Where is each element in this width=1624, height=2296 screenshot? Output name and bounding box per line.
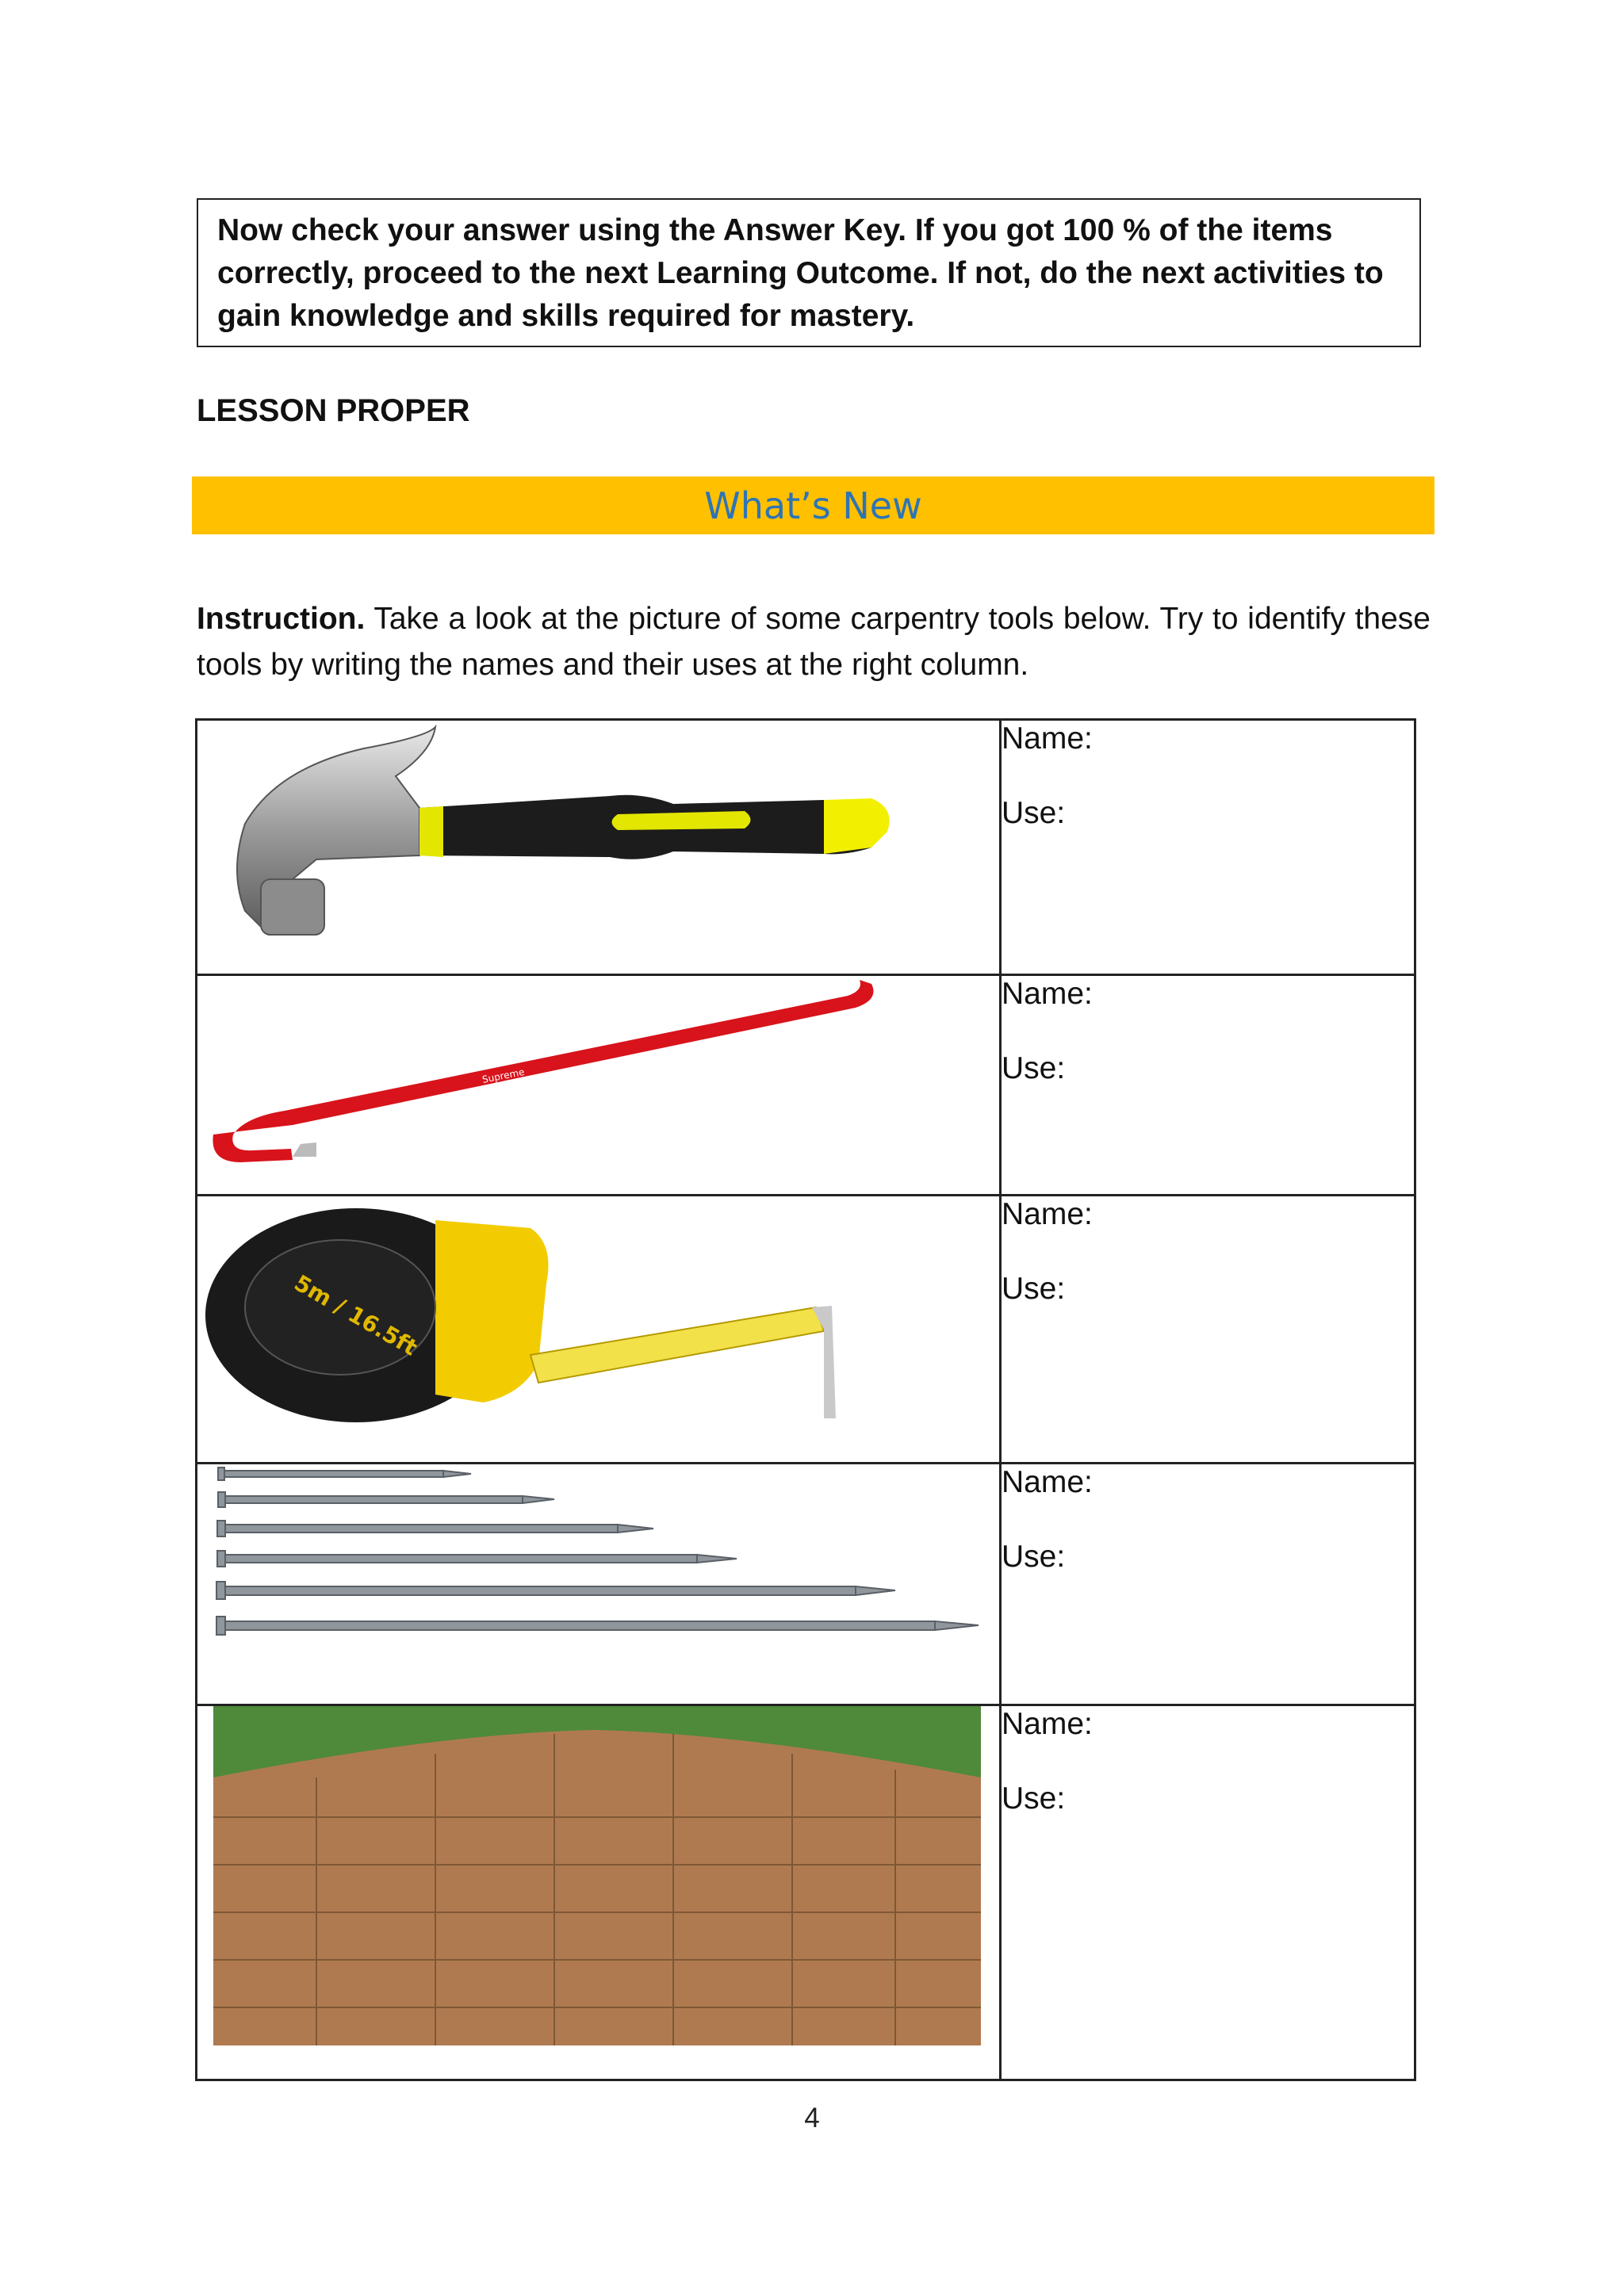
use-label: Use: — [1002, 796, 1066, 830]
answer-cell[interactable] — [1001, 1196, 1415, 1464]
use-label: Use: — [1002, 1051, 1066, 1085]
image-cell — [197, 1464, 1001, 1705]
table-row — [197, 1464, 1415, 1705]
name-label: Name: — [1002, 1197, 1093, 1231]
use-label: Use: — [1002, 1540, 1066, 1574]
instruction-lead: Instruction. — [197, 602, 366, 636]
nails-image — [197, 1464, 990, 1701]
table-row — [197, 1196, 1415, 1464]
tape-measure-image — [197, 1196, 990, 1460]
table-row — [197, 720, 1415, 975]
banner-title: What’s New — [704, 484, 922, 527]
lumber-pile-image — [197, 1706, 990, 2076]
name-label: Name: — [1002, 1465, 1093, 1499]
image-cell — [197, 720, 1001, 975]
instruction-text: Take a look at the picture of some carpentry tools below. Try to identify these tools by writing the names and their uses at the right column. — [197, 602, 1431, 682]
image-cell — [197, 1196, 1001, 1464]
tape-label: 5m / 16.5ft — [289, 1269, 422, 1361]
use-label: Use: — [1002, 1781, 1066, 1816]
answer-cell[interactable] — [1001, 720, 1415, 975]
image-cell — [197, 975, 1001, 1196]
name-label: Name: — [1002, 977, 1093, 1011]
name-label: Name: — [1002, 1707, 1093, 1741]
answer-cell[interactable] — [1001, 1464, 1415, 1705]
svg-text:Supreme: Supreme — [481, 1066, 526, 1085]
use-label: Use: — [1002, 1272, 1066, 1306]
instruction-paragraph — [197, 596, 1431, 688]
whats-new-banner — [192, 476, 1434, 534]
image-cell — [197, 1705, 1001, 2080]
table-row — [197, 1705, 1415, 2080]
answer-cell[interactable] — [1001, 975, 1415, 1196]
name-label: Name: — [1002, 721, 1093, 756]
tools-table — [195, 718, 1416, 2081]
wrecking-bar-image — [197, 976, 990, 1192]
page-number: 4 — [804, 2103, 820, 2133]
answer-key-notice: Now check your answer using the Answer Key. If you got 100 % of the items correctly, proceed to the next Learning Outcome. If not, do the next activities to gain knowledge and skills required for mastery. — [197, 198, 1421, 347]
answer-cell[interactable] — [1001, 1705, 1415, 2080]
lesson-heading: LESSON PROPER — [197, 393, 470, 428]
table-row — [197, 975, 1415, 1196]
claw-hammer-image — [197, 721, 990, 971]
